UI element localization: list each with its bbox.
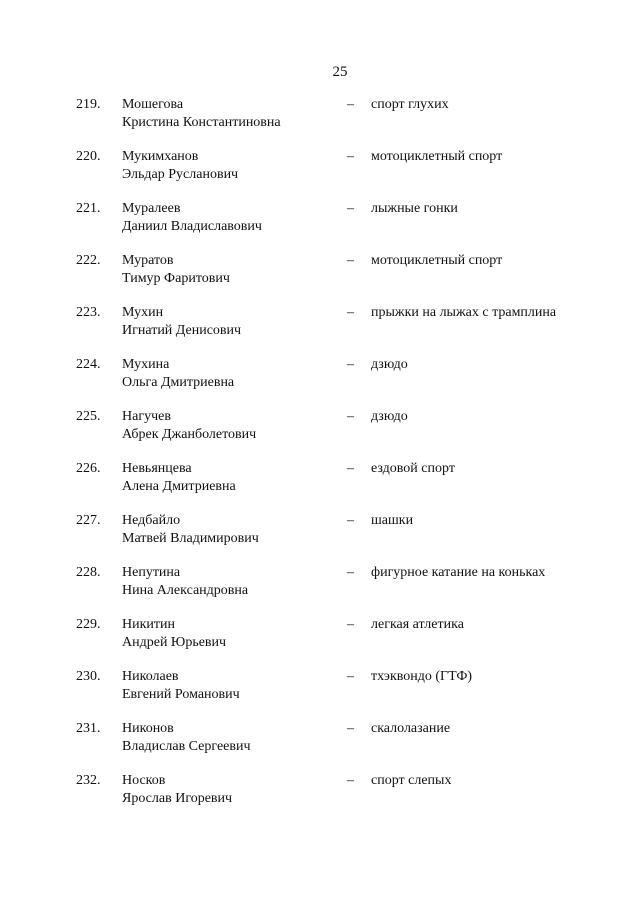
entry-number: 224. (76, 357, 101, 372)
sport-name: шашки (371, 513, 414, 528)
sport-name: ездовой спорт (371, 461, 455, 476)
sport-name: дзюдо (371, 357, 408, 372)
person-name (122, 616, 342, 652)
given-names: Ольга Дмитриевна (122, 375, 235, 390)
surname: Невьянцева (122, 461, 192, 476)
entry-number: 228. (76, 565, 101, 580)
entry-number: 231. (76, 721, 101, 736)
sport-name: прыжки на лыжах с трамплина (371, 305, 557, 320)
dash-separator: – (347, 305, 354, 320)
given-names: Эльдар Русланович (122, 167, 239, 182)
dash-separator: – (347, 409, 354, 424)
person-name (122, 772, 342, 808)
dash-separator: – (347, 565, 354, 580)
entry-number: 230. (76, 669, 101, 684)
person-name (122, 148, 342, 184)
sport-name: лыжные гонки (371, 201, 458, 216)
surname: Мухин (122, 305, 164, 320)
entry-list (0, 96, 640, 824)
person-name (122, 720, 342, 756)
sport-name: легкая атлетика (371, 617, 464, 632)
list-item (0, 512, 640, 564)
surname: Мухина (122, 357, 170, 372)
given-names: Владислав Сергеевич (122, 739, 251, 754)
list-item (0, 720, 640, 772)
surname: Никитин (122, 617, 175, 632)
person-name (122, 200, 342, 236)
list-item (0, 616, 640, 668)
sport-name: мотоциклетный спорт (371, 253, 503, 268)
dash-separator: – (347, 617, 354, 632)
surname: Муралеев (122, 201, 181, 216)
entry-number: 220. (76, 149, 101, 164)
entry-number: 227. (76, 513, 101, 528)
entry-number: 226. (76, 461, 101, 476)
person-name (122, 356, 342, 392)
list-item (0, 668, 640, 720)
sport-name: скалолазание (371, 721, 451, 736)
sport-name: фигурное катание на коньках (371, 565, 546, 580)
surname: Муратов (122, 253, 174, 268)
sport-name: спорт слепых (371, 773, 452, 788)
list-item (0, 96, 640, 148)
sport-name: спорт глухих (371, 97, 449, 112)
dash-separator: – (347, 201, 354, 216)
entry-number: 225. (76, 409, 101, 424)
list-item (0, 200, 640, 252)
list-item (0, 408, 640, 460)
surname: Непутина (122, 565, 181, 580)
dash-separator: – (347, 513, 354, 528)
entry-number: 223. (76, 305, 101, 320)
entry-number: 229. (76, 617, 101, 632)
entry-number: 232. (76, 773, 101, 788)
given-names: Алена Дмитриевна (122, 479, 236, 494)
list-item (0, 148, 640, 200)
given-names: Абрек Джанболетович (122, 427, 257, 442)
given-names: Евгений Романович (122, 687, 240, 702)
dash-separator: – (347, 149, 354, 164)
list-item (0, 460, 640, 512)
person-name (122, 252, 342, 288)
surname: Николаев (122, 669, 179, 684)
person-name (122, 96, 342, 132)
dash-separator: – (347, 669, 354, 684)
list-item (0, 772, 640, 824)
person-name (122, 304, 342, 340)
dash-separator: – (347, 773, 354, 788)
sport-name: мотоциклетный спорт (371, 149, 503, 164)
entry-number: 221. (76, 201, 101, 216)
person-name (122, 512, 342, 548)
surname: Носков (122, 773, 166, 788)
given-names: Тимур Фаритович (122, 271, 230, 286)
sport-name: тхэквондо (ГТФ) (371, 669, 473, 684)
list-item (0, 252, 640, 304)
dash-separator: – (347, 357, 354, 372)
surname: Никонов (122, 721, 174, 736)
person-name (122, 460, 342, 496)
given-names: Даниил Владиславович (122, 219, 262, 234)
sport-name: дзюдо (371, 409, 408, 424)
surname: Недбайло (122, 513, 181, 528)
dash-separator: – (347, 97, 354, 112)
list-item (0, 356, 640, 408)
dash-separator: – (347, 721, 354, 736)
list-item (0, 564, 640, 616)
surname: Мошегова (122, 97, 184, 112)
page-number: 25 (332, 64, 348, 80)
given-names: Андрей Юрьевич (122, 635, 227, 650)
given-names: Матвей Владимирович (122, 531, 259, 546)
dash-separator: – (347, 461, 354, 476)
entry-number: 222. (76, 253, 101, 268)
person-name (122, 668, 342, 704)
given-names: Ярослав Игоревич (122, 791, 233, 806)
given-names: Кристина Константиновна (122, 115, 281, 130)
person-name (122, 408, 342, 444)
entry-number: 219. (76, 97, 101, 112)
dash-separator: – (347, 253, 354, 268)
surname: Нагучев (122, 409, 171, 424)
given-names: Игнатий Денисович (122, 323, 242, 338)
list-item (0, 304, 640, 356)
person-name (122, 564, 342, 600)
surname: Мукимханов (122, 149, 199, 164)
given-names: Нина Александровна (122, 583, 249, 598)
